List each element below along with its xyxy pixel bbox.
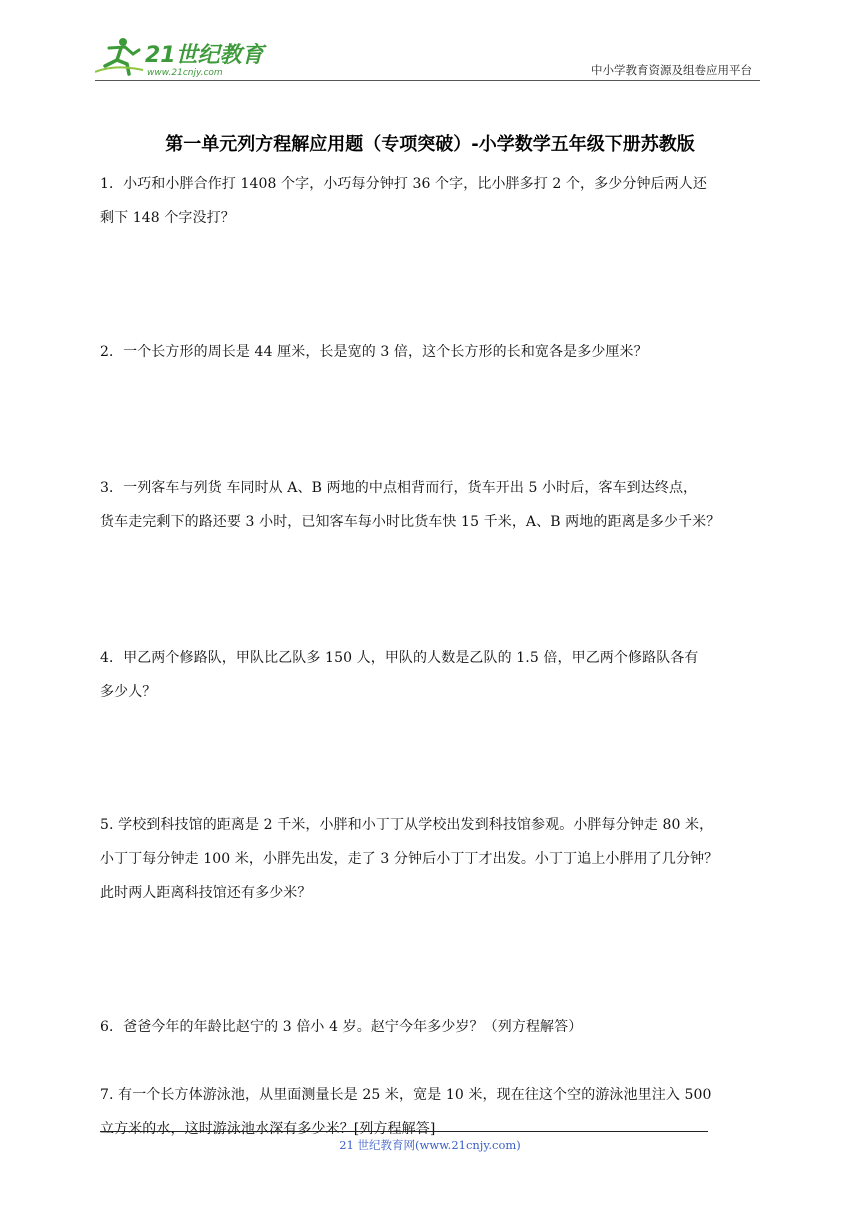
question-4 xyxy=(100,641,762,709)
question-line: 3．一列客车与列货 车同时从 A、B 两地的中点相背而行，货车开出 5 小时后，客车到达终点， xyxy=(100,480,698,496)
question-line: 立方米的水，这时游泳池水深有多少米？[列方程解答] xyxy=(100,1121,436,1137)
question-1 xyxy=(100,167,762,235)
svg-text:21世纪教育: 21世纪教育 xyxy=(145,43,264,68)
page-title: 第一单元列方程解应用题（专项突破）-小学数学五年级下册苏教版 xyxy=(165,134,695,155)
question-line: 6．爸爸今年的年龄比赵宁的 3 倍小 4 岁。赵宁今年多少岁？（列方程解答） xyxy=(100,1019,583,1035)
question-line: 小丁丁每分钟走 100 米，小胖先出发，走了 3 分钟后小丁丁才出发。小丁丁追上小胖用了几分钟？ xyxy=(100,851,719,867)
question-line: 货车走完剩下的路还要 3 小时，已知客车每小时比货车快 15 千米，A、B 两地的距离是多少千米？ xyxy=(100,514,721,530)
header-divider xyxy=(95,80,760,81)
question-2 xyxy=(100,335,762,369)
site-logo xyxy=(95,34,270,78)
question-3 xyxy=(100,471,762,539)
footer-link[interactable]: 21 世纪教育网(www.21cnjy.com) xyxy=(339,1138,521,1152)
question-line: 5. 学校到科技馆的距离是 2 千米，小胖和小丁丁从学校出发到科技馆参观。小胖每分钟走 80 米， xyxy=(100,817,714,833)
question-line: 7. 有一个长方体游泳池，从里面测量长是 25 米，宽是 10 米，现在往这个空的游泳池里注入 500 xyxy=(100,1087,712,1103)
question-line: 2．一个长方形的周长是 44 厘米，长是宽的 3 倍，这个长方形的长和宽各是多少厘米？ xyxy=(100,344,648,360)
question-line: 剩下 148 个字没打？ xyxy=(100,210,235,226)
question-6 xyxy=(100,1010,762,1044)
page-header xyxy=(95,28,760,80)
question-7 xyxy=(100,1078,762,1146)
question-line: 多少人？ xyxy=(100,684,157,700)
question-5 xyxy=(100,808,762,910)
question-line: 1．小巧和小胖合作打 1408 个字，小巧每分钟打 36 个字，比小胖多打 2 个，多少分钟后两人还 xyxy=(100,176,707,192)
svg-text:www.21cnjy.com: www.21cnjy.com xyxy=(147,68,223,78)
footer-divider xyxy=(100,1131,708,1132)
question-line: 此时两人距离科技馆还有多少米？ xyxy=(100,885,312,901)
question-line: 4．甲乙两个修路队，甲队比乙队多 150 人，甲队的人数是乙队的 1.5 倍，甲乙两个修路队各有 xyxy=(100,650,699,666)
platform-name: 中小学教育资源及组卷应用平台 xyxy=(591,63,752,77)
